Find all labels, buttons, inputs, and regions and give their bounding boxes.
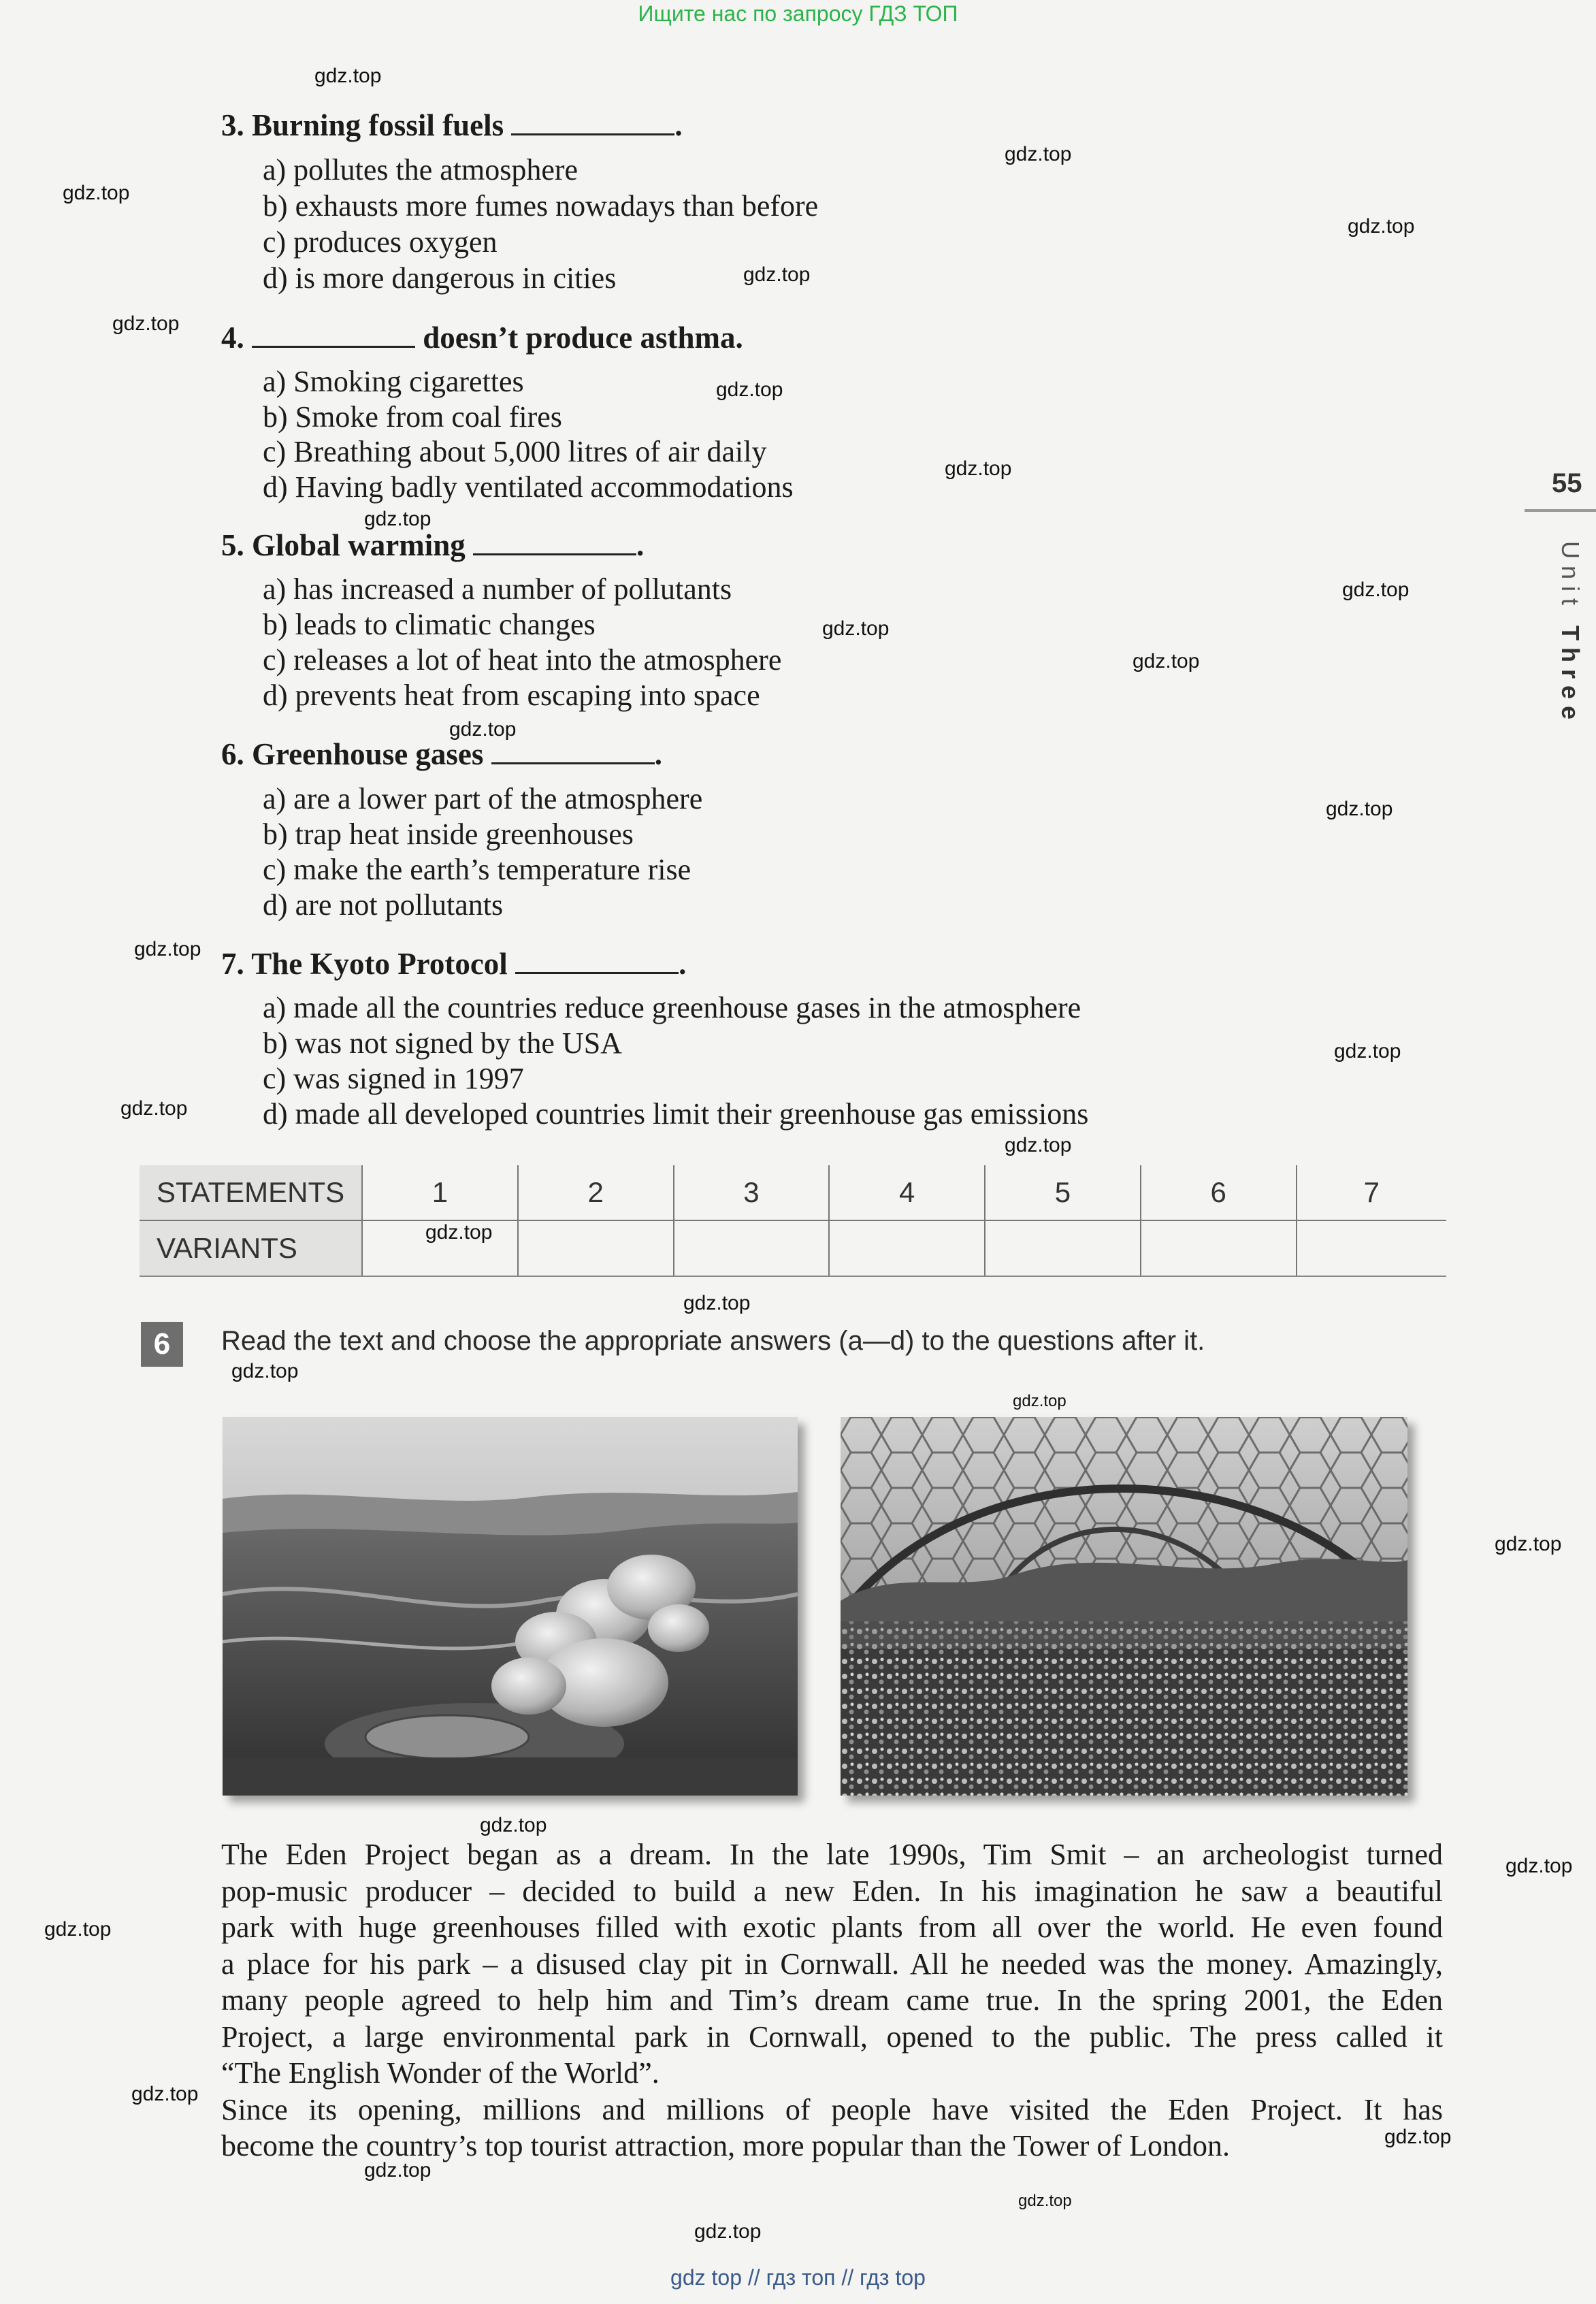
watermark: gdz.top — [44, 1918, 112, 1941]
eden-biome-interior-photo — [841, 1417, 1407, 1796]
answer-blank[interactable] — [511, 128, 674, 135]
question-number: 7. — [221, 947, 244, 981]
variant-cell[interactable] — [674, 1220, 830, 1276]
watermark: gdz.top — [1384, 2126, 1452, 2148]
top-banner[interactable]: Ищите нас по запросу ГДЗ ТОП — [638, 1, 958, 26]
watermark: gdz.top — [1505, 1855, 1573, 1877]
watermark: gdz.top — [449, 718, 517, 741]
exercise-number-badge: 6 — [141, 1322, 183, 1367]
text-line: become the country’s top tourist attraction, more popular than the Tower of London. — [221, 2129, 1230, 2162]
option: a) made all the countries reduce greenhouse gases in the atmosphere — [263, 991, 1081, 1024]
question-3-title — [221, 108, 683, 143]
variant-cell[interactable] — [1297, 1220, 1446, 1276]
text-line: The Eden Project began as a dream. In the late 1990s, Tim Smit – an archeologist turned — [221, 1838, 1443, 1871]
statement-number: 7 — [1297, 1165, 1446, 1220]
variants-header: VARIANTS — [140, 1220, 362, 1276]
watermark: gdz.top — [134, 938, 201, 960]
watermark: gdz.top — [683, 1292, 751, 1314]
watermark: gdz.top — [231, 1360, 299, 1382]
text-line: Project, a large environmental park in Cornwall, opened to the public. The press called it — [221, 2019, 1443, 2054]
option: b) Smoke from coal fires — [263, 400, 562, 434]
option: a) pollutes the atmosphere — [263, 153, 579, 186]
option: d) is more dangerous in cities — [263, 261, 617, 295]
text-line: pop-music producer – decided to build a new Eden. In his imagination he saw a beautiful — [221, 1874, 1443, 1908]
question-stem-end: . — [679, 947, 687, 981]
answer-blank[interactable] — [473, 548, 636, 555]
variants-row — [140, 1220, 1446, 1276]
watermark: gdz.top — [1018, 2192, 1072, 2210]
question-4-title — [221, 320, 743, 355]
answer-blank[interactable] — [252, 340, 415, 348]
option: c) Breathing about 5,000 litres of air daily — [263, 435, 767, 468]
answer-blank[interactable] — [491, 757, 655, 764]
question-number: 5. — [221, 528, 244, 562]
exercise-instruction: Read the text and choose the appropriate answers (a—d) to the questions after it. — [221, 1326, 1205, 1356]
question-number: 6. — [221, 737, 244, 771]
option: a) has increased a number of pollutants — [263, 572, 732, 606]
watermark: gdz.top — [1005, 143, 1072, 165]
variant-cell[interactable] — [362, 1220, 518, 1276]
watermark: gdz.top — [112, 312, 180, 335]
option: a) are a lower part of the atmosphere — [263, 782, 703, 815]
variant-cell[interactable] — [985, 1220, 1141, 1276]
watermark: gdz.top — [425, 1221, 493, 1244]
question-stem: Global warming — [252, 528, 466, 562]
watermark: gdz.top — [694, 2220, 762, 2243]
option: b) exhausts more fumes nowadays than before — [263, 189, 819, 223]
option: a) Smoking cigarettes — [263, 365, 524, 398]
question-stem-end: doesn’t produce asthma. — [423, 321, 743, 355]
question-6-title — [221, 736, 662, 772]
text-line: park with huge greenhouses filled with exotic plants from all over the world. He even found — [221, 1911, 1443, 1944]
watermark: gdz.top — [1348, 215, 1415, 238]
watermark: gdz.top — [743, 263, 811, 286]
question-stem: Burning fossil fuels — [252, 108, 504, 142]
statement-number: 6 — [1141, 1165, 1297, 1220]
watermark: gdz.top — [120, 1097, 188, 1120]
statement-number: 3 — [674, 1165, 830, 1220]
option: c) was signed in 1997 — [263, 1062, 524, 1095]
watermark: gdz.top — [822, 617, 890, 640]
statement-number: 2 — [518, 1165, 674, 1220]
watermark: gdz.top — [131, 2083, 199, 2105]
option: d) are not pollutants — [263, 888, 504, 922]
watermark: gdz.top — [716, 378, 783, 401]
option: b) trap heat inside greenhouses — [263, 817, 634, 851]
variant-cell[interactable] — [829, 1220, 985, 1276]
eden-aerial-image — [223, 1417, 798, 1796]
answer-table — [140, 1165, 1446, 1277]
watermark: gdz.top — [63, 182, 130, 204]
watermark: gdz.top — [1342, 579, 1410, 601]
page-number: 55 — [1552, 468, 1582, 498]
watermark: gdz.top — [480, 1814, 547, 1836]
option: d) made all developed countries limit their greenhouse gas emissions — [263, 1097, 1089, 1131]
question-stem-end: . — [674, 108, 683, 142]
question-stem-end: . — [636, 528, 645, 562]
option: b) leads to climatic changes — [263, 608, 596, 641]
variant-cell[interactable] — [1141, 1220, 1297, 1276]
question-stem: The Kyoto Protocol — [251, 947, 508, 981]
eden-project-text — [221, 1836, 1443, 2164]
watermark: gdz.top — [364, 508, 431, 530]
statement-number: 5 — [985, 1165, 1141, 1220]
eden-aerial-photo — [223, 1417, 798, 1796]
text-line: many people agreed to help him and Tim’s dream came true. In the spring 2001, the Eden — [221, 1983, 1443, 2017]
eden-biome-image — [841, 1417, 1407, 1796]
question-number: 4. — [221, 321, 244, 355]
question-number: 3. — [221, 108, 244, 142]
question-stem: Greenhouse gases — [252, 737, 484, 771]
watermark: gdz.top — [314, 65, 382, 87]
answer-blank[interactable] — [515, 967, 679, 974]
unit-number-word: Three — [1557, 626, 1584, 727]
option: c) make the earth’s temperature rise — [263, 853, 691, 886]
text-line: “The English Wonder of the World”. — [221, 2056, 659, 2090]
watermark: gdz.top — [1133, 650, 1200, 672]
statements-row — [140, 1165, 1446, 1220]
question-5-title — [221, 528, 644, 563]
watermark: gdz.top — [1005, 1134, 1072, 1156]
watermark: gdz.top — [364, 2159, 431, 2181]
text-line: a place for his park – a disused clay pit in Cornwall. All he needed was the money. Amazingly, — [221, 1947, 1443, 1981]
unit-side-label — [1559, 541, 1586, 773]
watermark: gdz.top — [945, 457, 1012, 480]
option: d) prevents heat from escaping into space — [263, 679, 760, 712]
variant-cell[interactable] — [518, 1220, 674, 1276]
page-number-rule — [1525, 509, 1596, 512]
question-7-title — [221, 946, 686, 981]
watermark: gdz.top — [1334, 1040, 1401, 1062]
statements-header: STATEMENTS — [140, 1165, 362, 1220]
option: c) produces oxygen — [263, 225, 498, 259]
watermark: gdz.top — [1495, 1533, 1562, 1555]
option: b) was not signed by the USA — [263, 1026, 622, 1060]
watermark: gdz.top — [1013, 1392, 1066, 1410]
statement-number: 4 — [829, 1165, 985, 1220]
text-line: Since its opening, millions and millions of people have visited the Eden Project. It has — [221, 2092, 1443, 2126]
option: d) Having badly ventilated accommodations — [263, 470, 794, 504]
option: c) releases a lot of heat into the atmosphere — [263, 643, 782, 677]
statement-number: 1 — [362, 1165, 518, 1220]
question-stem-end: . — [654, 737, 662, 771]
unit-word: Unit — [1557, 541, 1584, 613]
watermark: gdz.top — [1326, 798, 1393, 820]
bottom-banner[interactable]: gdz top // гдз топ // гдз top — [670, 2265, 926, 2290]
